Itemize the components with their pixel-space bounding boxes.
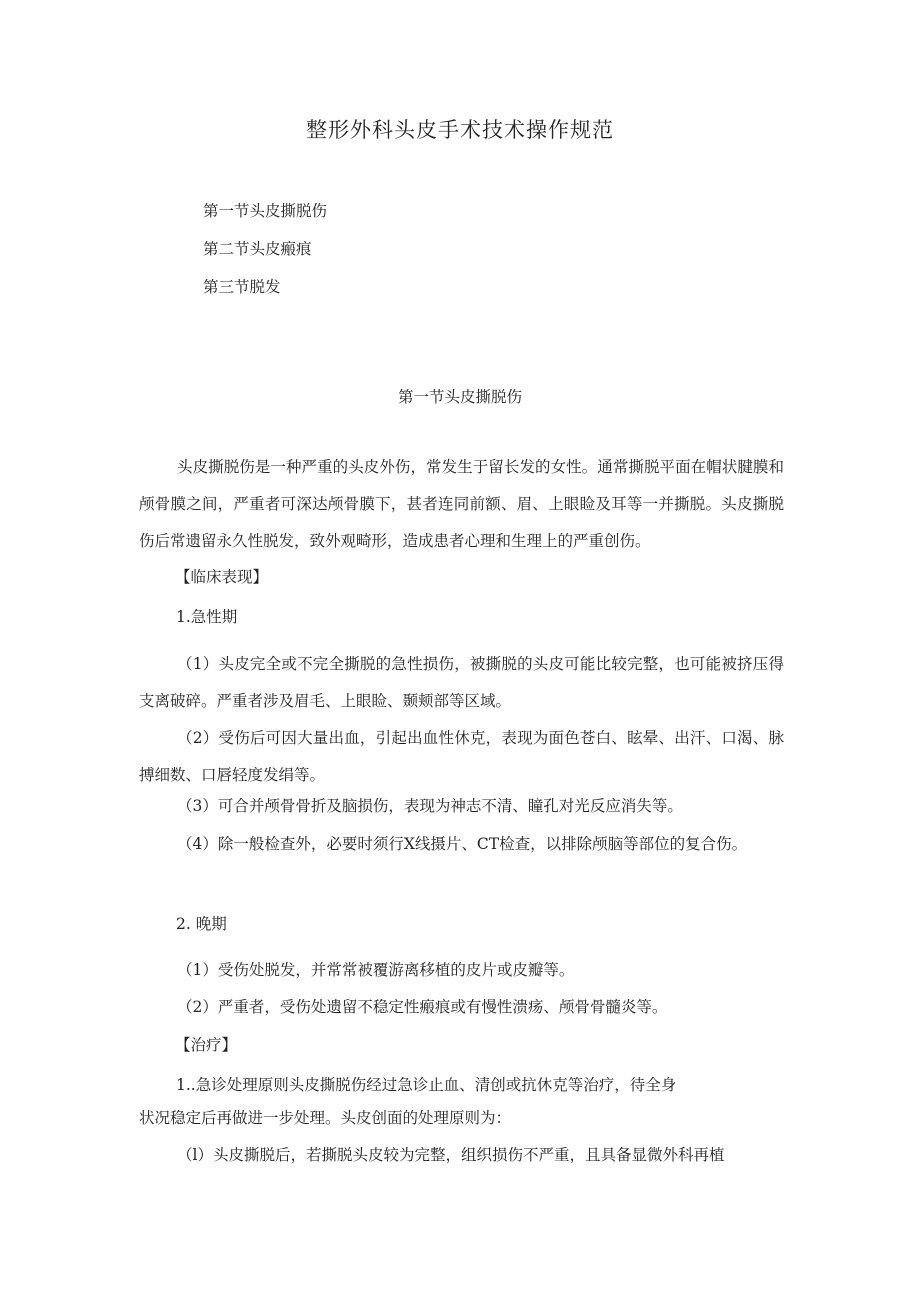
clinical-heading: 【临床表现】 [175, 568, 269, 586]
late-heading: 2. 晚期 [176, 915, 227, 933]
toc-item-3: 第三节脱发 [203, 278, 281, 296]
treatment-heading: 【治疗】 [175, 1036, 238, 1054]
toc-item-2: 第二节头皮瘢痕 [203, 240, 312, 258]
section-title: 第一节头皮撕脱伤 [397, 388, 522, 406]
document-title: 整形外科头皮手术技术操作规范 [306, 118, 614, 142]
acute-heading: 1.急性期 [176, 608, 238, 626]
acute-item-4: （4）除一般检查外，必要时须行X线摄片、CT检查，以排除颅脑等部位的复合伤。 [177, 835, 748, 853]
treatment-item-1-line1: 1..急诊处理原则头皮撕脱伤经过急诊止血、清创或抗休克等治疗，待全身 [176, 1076, 677, 1094]
late-item-2: （2）严重者，受伤处遗留不稳定性瘢痕或有慢性溃疡、颅骨骨髓炎等。 [177, 998, 668, 1016]
acute-item-2: （2）受伤后可因大量出血，引起出血性休克，表现为面色苍白、眩晕、出汗、口渴、脉搏细数、口唇轻度发绢等。 [139, 729, 784, 784]
toc-item-1: 第一节头皮撕脱伤 [203, 202, 328, 220]
intro-paragraph: 头皮撕脱伤是一种严重的头皮外伤，常发生于留长发的女性。通常撕脱平面在帽状腱膜和颅骨膜之间，严重者可深达颅骨膜下，甚者连同前额、眉、上眼睑及耳等一并撕脱。头皮撕脱伤后常遗留永久性脱发，致外观畸形，造成患者心理和生理上的严重创伤。 [139, 458, 784, 550]
treatment-item-1-line2: 状况稳定后再做进一步处理。头皮创面的处理原则为： [139, 1109, 512, 1127]
treatment-item-1-sub1: （l）头皮撕脱后，若撕脱头皮较为完整，组织损伤不严重，且具备显微外科再植 [177, 1146, 725, 1164]
acute-item-1: （1）头皮完全或不完全撕脱的急性损伤，被撕脱的头皮可能比较完整，也可能被挤压得支离破碎。严重者涉及眉毛、上眼睑、颞颊部等区域。 [139, 655, 784, 710]
acute-item-3: （3）可合并颅骨骨折及脑损伤，表现为神志不清、瞳孔对光反应消失等。 [177, 797, 683, 815]
late-item-1: （1）受伤处脱发，并常常被覆游离移植的皮片或皮瓣等。 [177, 961, 575, 979]
